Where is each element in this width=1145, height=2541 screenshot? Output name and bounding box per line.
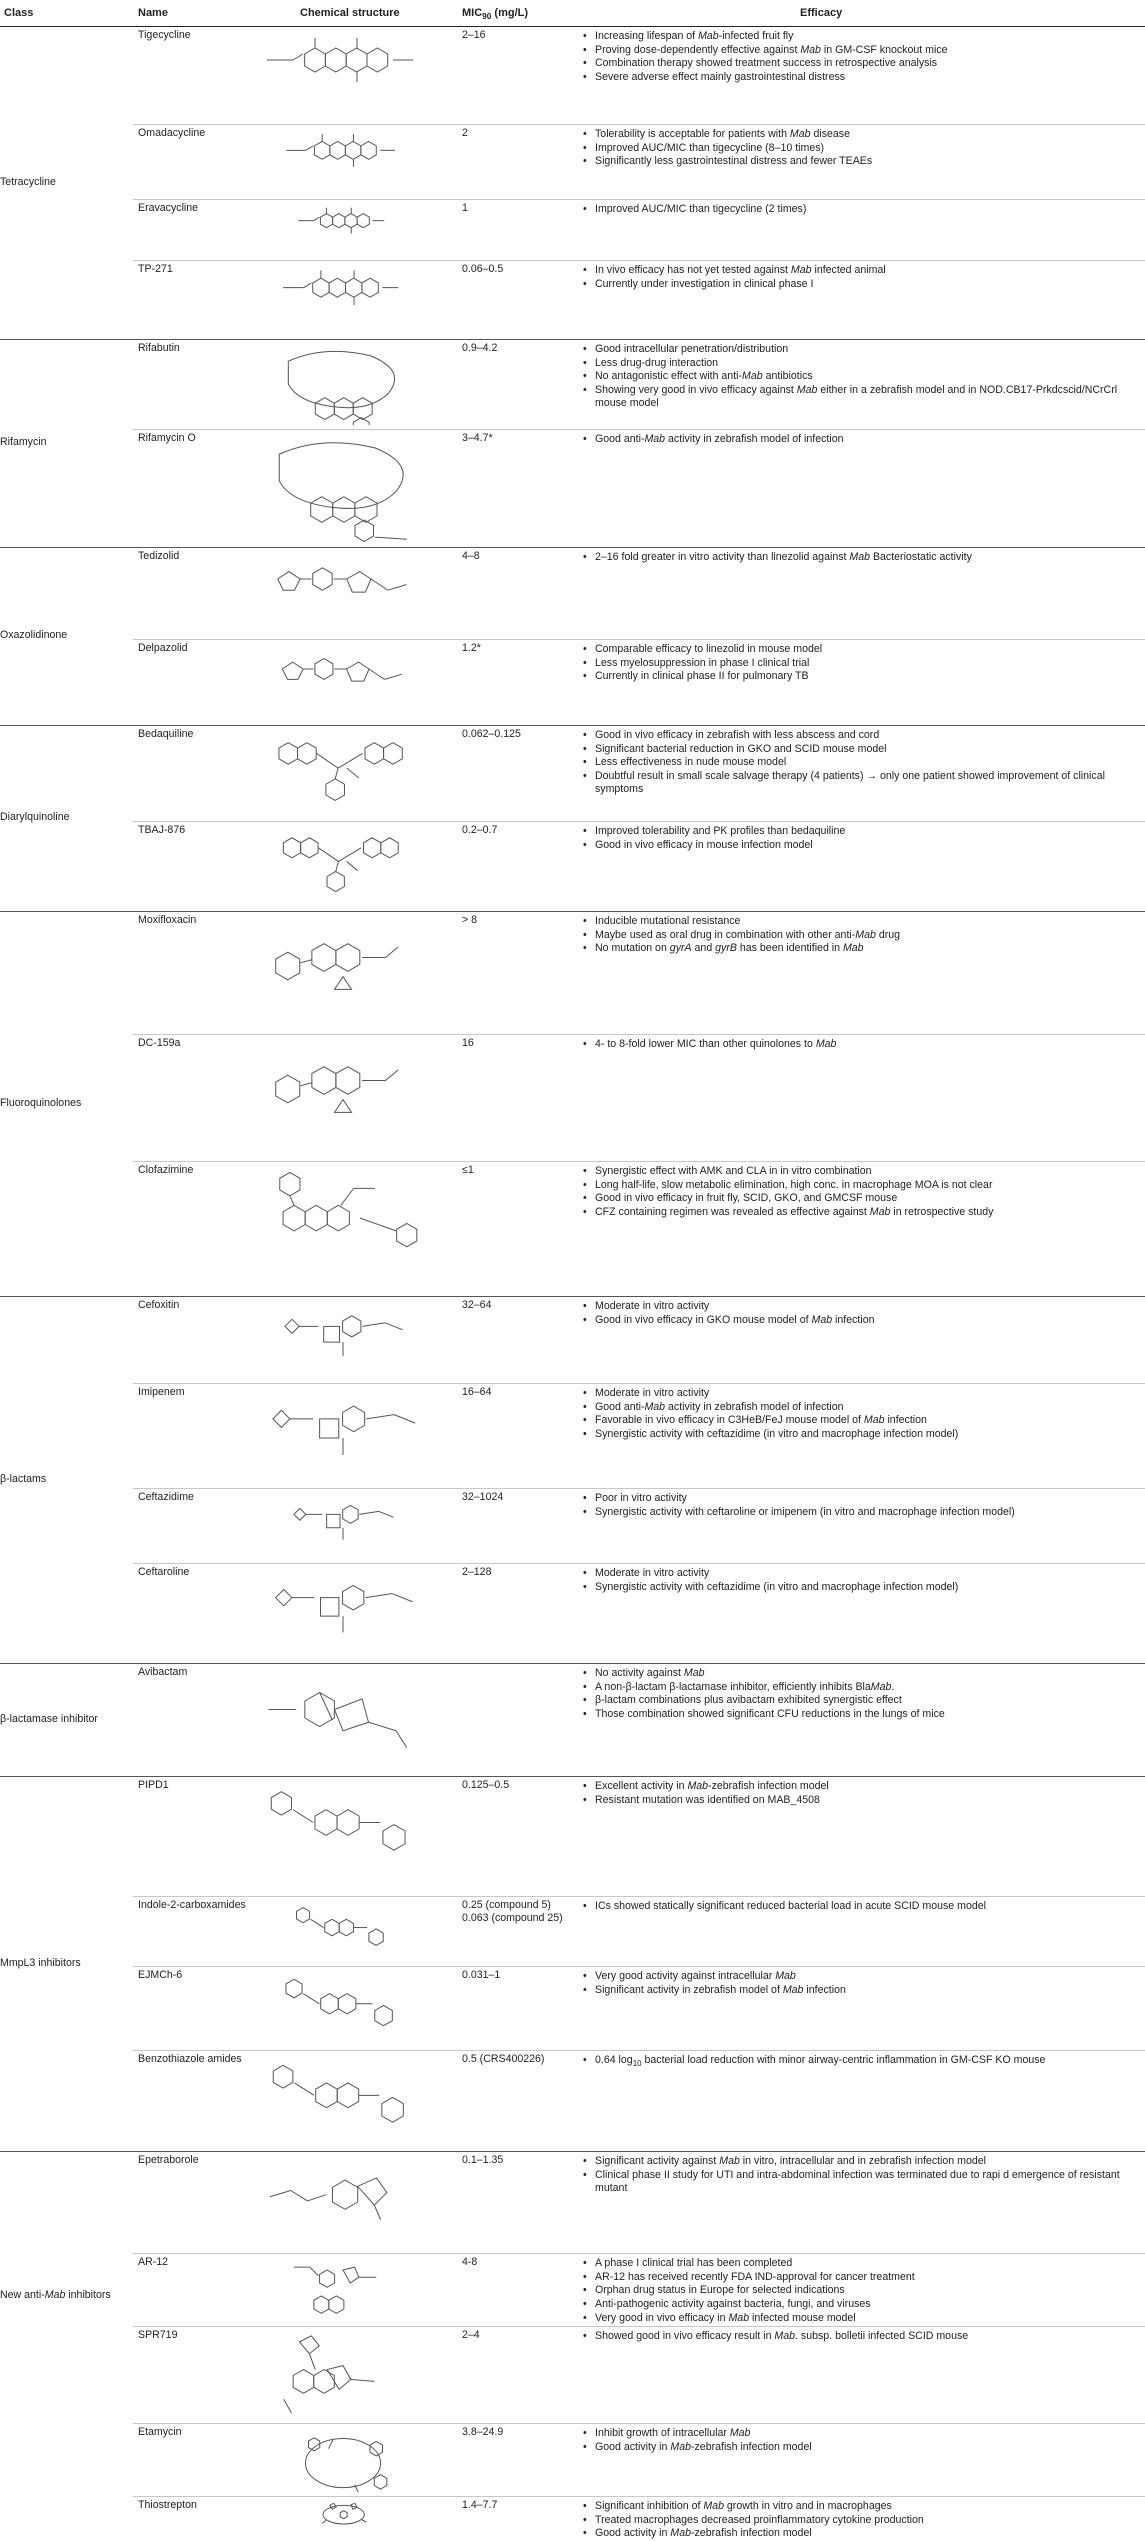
- mic-value: 3–4.7*: [462, 432, 493, 444]
- header-mic-unit: (mg/L): [491, 7, 529, 19]
- mic-value: 1: [462, 202, 468, 214]
- header-mic-label: MIC: [462, 7, 483, 19]
- tetracycline-structure-icon: [258, 203, 428, 256]
- efficacy-item: • Tolerability is acceptable for patients with Mab disease: [583, 128, 1141, 141]
- clofazimine-structure-icon: [258, 1165, 428, 1292]
- mmpl3-inhibitor-structure-icon: [258, 1780, 428, 1892]
- efficacy-list: [583, 2054, 1141, 2071]
- tetracycline-structure-icon: [258, 264, 428, 335]
- efficacy-item: • Good activity in Mab-zebrafish infection model: [583, 2441, 1141, 2454]
- beta-lactam-structure-icon: [258, 1492, 428, 1559]
- class-label: Rifamycin: [0, 436, 47, 449]
- efficacy-item: • β-lactam combinations plus avibactam exhibited synergistic effect: [583, 1694, 1141, 1707]
- mic-value: 0.9–4.2: [462, 342, 498, 354]
- cyclic-peptide-structure-icon: [258, 2427, 428, 2492]
- row-divider: [133, 2423, 1145, 2424]
- drug-name: TBAJ-876: [138, 824, 186, 836]
- row-divider: [133, 124, 1145, 125]
- mic-value: 16–64: [462, 1386, 492, 1398]
- efficacy-item: • Significantly less gastrointestinal distress and fewer TEAEs: [583, 155, 1141, 168]
- tetracycline-structure-icon: [258, 128, 428, 195]
- efficacy-item: • 4- to 8-fold lower MIC than other quinolones to Mab: [583, 1038, 1141, 1051]
- row-divider: [133, 821, 1145, 822]
- ar12-structure-icon: [258, 2257, 428, 2322]
- diarylquinoline-structure-icon: [258, 729, 428, 817]
- efficacy-item: • Poor in vitro activity: [583, 1492, 1141, 1505]
- efficacy-item: • Excellent activity in Mab-zebrafish infection model: [583, 1780, 1141, 1793]
- drug-name: Ceftazidime: [138, 1491, 194, 1503]
- row-divider: [133, 2253, 1145, 2254]
- mic-value: 0.031–1: [462, 1969, 501, 1981]
- header-efficacy: Efficacy: [800, 7, 843, 19]
- mic-value: 1.4–7.7: [462, 2499, 498, 2511]
- drug-name: Omadacycline: [138, 127, 206, 139]
- row-divider: [133, 1383, 1145, 1384]
- efficacy-item: • Good intracellular penetration/distribution: [583, 343, 1141, 356]
- fluoroquinolone-structure-icon: [258, 1038, 428, 1157]
- efficacy-item: • Maybe used as oral drug in combination with other anti-Mab drug: [583, 929, 1141, 942]
- rifamycin-structure-icon: [258, 343, 428, 425]
- efficacy-list: [583, 2500, 1141, 2541]
- drug-name: PIPD1: [138, 1779, 169, 1791]
- group-divider: [0, 1663, 1145, 1664]
- efficacy-item: • Proving dose-dependently effective against Mab in GM-CSF knockout mice: [583, 44, 1141, 57]
- efficacy-item: • Improved tolerability and PK profiles than bedaquiline: [583, 825, 1141, 838]
- drug-name: Imipenem: [138, 1386, 185, 1398]
- efficacy-list: [583, 1900, 1141, 1914]
- mic-value: 4-8: [462, 2256, 478, 2268]
- efficacy-item: • Those combination showed significant CFU reductions in the lungs of mice: [583, 1708, 1141, 1721]
- header-structure: Chemical structure: [300, 7, 400, 19]
- efficacy-item: • A non-β-lactam β-lactamase inhibitor, efficiently inhibits BlaMab.: [583, 1681, 1141, 1694]
- efficacy-list: [583, 2427, 1141, 2454]
- class-label: β-lactams: [0, 1472, 47, 1485]
- efficacy-list: [583, 343, 1141, 411]
- row-divider: [133, 1563, 1145, 1564]
- efficacy-item: • Clinical phase II study for UTI and intra-abdominal infection was terminated due to rapi d emergence of resistant mutant: [583, 2169, 1141, 2195]
- efficacy-list: [583, 2330, 1141, 2344]
- row-divider: [133, 199, 1145, 200]
- efficacy-item: • Severe adverse effect mainly gastrointestinal distress: [583, 71, 1141, 84]
- group-divider: [0, 547, 1145, 548]
- drug-name: Moxifloxacin: [138, 914, 197, 926]
- drug-name: DC-159a: [138, 1037, 181, 1049]
- efficacy-list: [583, 729, 1141, 797]
- efficacy-item: • Moderate in vitro activity: [583, 1300, 1141, 1313]
- efficacy-item: • Improved AUC/MIC than tigecycline (2 times): [583, 203, 1141, 216]
- drug-name: Etamycin: [138, 2426, 182, 2438]
- efficacy-item: • In vivo efficacy has not yet tested against Mab infected animal: [583, 264, 1141, 277]
- row-divider: [133, 1966, 1145, 1967]
- efficacy-list: [583, 30, 1141, 85]
- row-divider: [133, 2496, 1145, 2497]
- efficacy-item: • No antagonistic effect with anti-Mab antibiotics: [583, 370, 1141, 383]
- mic-value: ≤1: [462, 1164, 474, 1176]
- efficacy-item: • Synergistic activity with ceftazidime (in vitro and macrophage infection model): [583, 1428, 1141, 1441]
- beta-lactam-structure-icon: [258, 1300, 428, 1379]
- efficacy-item: • Moderate in vitro activity: [583, 1567, 1141, 1580]
- efficacy-list: [583, 643, 1141, 684]
- drug-name: Rifamycin O: [138, 432, 196, 444]
- efficacy-item: • Synergistic activity with ceftaroline or imipenem (in vitro and macrophage infection model): [583, 1506, 1141, 1519]
- oxazolidinone-structure-icon: [258, 643, 428, 721]
- efficacy-item: • Combination therapy showed treatment success in retrospective analysis: [583, 57, 1141, 70]
- efficacy-item: • 0.64 $\log_{10}$ bacterial load reduction with minor airway-centric inflammation in GM-CSF KO mouse: [583, 2054, 1141, 2070]
- efficacy-item: • Very good in vivo efficacy in Mab infected mouse model: [583, 2312, 1141, 2325]
- mic-value: 32–64: [462, 1299, 492, 1311]
- efficacy-item: • Good anti-Mab activity in zebrafish model of infection: [583, 1401, 1141, 1414]
- mic-value: 32–1024: [462, 1491, 504, 1503]
- class-label: Tetracycline: [0, 175, 56, 188]
- efficacy-item: • Comparable efficacy to linezolid in mouse model: [583, 643, 1141, 656]
- header-name: Name: [138, 7, 168, 19]
- efficacy-item: • Significant bacterial reduction in GKO and SCID mouse model: [583, 743, 1141, 756]
- efficacy-item: • Treated macrophages decreased proinflammatory cytokine production: [583, 2514, 1141, 2527]
- beta-lactam-structure-icon: [258, 1387, 428, 1484]
- row-divider: [133, 2050, 1145, 2051]
- efficacy-item: • Good in vivo efficacy in mouse infection model: [583, 839, 1141, 852]
- drug-name: Thiostrepton: [138, 2499, 197, 2511]
- efficacy-item: • Showed good in vivo efficacy result in Mab. subsp. bolletii infected SCID mouse: [583, 2330, 1141, 2343]
- efficacy-item: • Good anti-Mab activity in zebrafish model of infection: [583, 433, 1141, 446]
- efficacy-item: • Very good activity against intracellular Mab: [583, 1970, 1141, 1983]
- efficacy-item: • Good activity in Mab-zebrafish infection model: [583, 2527, 1141, 2540]
- class-label: β-lactamase inhibitor: [0, 1712, 98, 1725]
- drug-name: Indole-2-carboxamides: [138, 1899, 246, 1911]
- efficacy-item: • Good in vivo efficacy in zebrafish with less abscess and cord: [583, 729, 1141, 742]
- efficacy-list: [583, 1165, 1141, 1220]
- header-mic-subscript: 90: [482, 12, 492, 22]
- row-divider: [133, 429, 1145, 430]
- drug-name: TP-271: [138, 263, 173, 275]
- efficacy-item: • Significant inhibition of Mab growth in vitro and in macrophages: [583, 2500, 1141, 2513]
- efficacy-item: • No activity against Mab: [583, 1667, 1141, 1680]
- efficacy-item: • Increasing lifespan of Mab-infected fruit fly: [583, 30, 1141, 43]
- mic-value: > 8: [462, 914, 478, 926]
- efficacy-item: • Synergistic activity with ceftazidime (in vitro and macrophage infection model): [583, 1581, 1141, 1594]
- efficacy-item: • Anti-pathogenic activity against bacteria, fungi, and viruses: [583, 2298, 1141, 2311]
- efficacy-list: [583, 1970, 1141, 1997]
- class-label: New anti-Mab inhibitors: [0, 2289, 111, 2302]
- group-divider: [0, 1296, 1145, 1297]
- efficacy-item: • Doubtful result in small scale salvage therapy (4 patients) → only one patient showed improvement of clinical symptoms: [583, 770, 1141, 796]
- mic-value: 0.125–0.5: [462, 1779, 510, 1791]
- efficacy-item: • Significant activity in zebrafish model of Mab infection: [583, 1984, 1141, 1997]
- row-divider: [133, 1034, 1145, 1035]
- efficacy-list: [583, 264, 1141, 291]
- efficacy-list: [583, 551, 1141, 565]
- mic-value: 0.1–1.35: [462, 2154, 504, 2166]
- efficacy-list: [583, 433, 1141, 447]
- drug-name: Tigecycline: [138, 29, 191, 41]
- row-divider: [133, 1161, 1145, 1162]
- row-divider: [133, 260, 1145, 261]
- mmpl3-inhibitor-structure-icon: [258, 2054, 428, 2147]
- thiopeptide-structure-icon: [258, 2500, 428, 2530]
- efficacy-item: • Orphan drug status in Europe for selected indications: [583, 2284, 1141, 2297]
- efficacy-item: • Long half-life, slow metabolic elimination, high conc. in macrophage MOA is not clear: [583, 1179, 1141, 1192]
- drug-name: Clofazimine: [138, 1164, 194, 1176]
- efficacy-item: • Good in vivo efficacy in fruit fly, SCID, GKO, and GMCSF mouse: [583, 1192, 1141, 1205]
- mic-value: 2–4: [462, 2329, 480, 2341]
- drug-name: Cefoxitin: [138, 1299, 180, 1311]
- mic-value: 1.2*: [462, 642, 481, 654]
- efficacy-list: [583, 1667, 1141, 1722]
- efficacy-item: • Less myelosuppression in phase I clinical trial: [583, 657, 1141, 670]
- drug-name: Delpazolid: [138, 642, 188, 654]
- group-divider: [0, 2151, 1145, 2152]
- mmpl3-inhibitor-structure-icon: [258, 1970, 428, 2046]
- mic-value: 2–16: [462, 29, 486, 41]
- efficacy-item: • ICs showed statically significant reduced bacterial load in acute SCID mouse model: [583, 1900, 1141, 1913]
- row-divider: [133, 1896, 1145, 1897]
- efficacy-list: [583, 1780, 1141, 1807]
- efficacy-list: [583, 203, 1141, 217]
- group-divider: [0, 911, 1145, 912]
- efficacy-list: [583, 825, 1141, 852]
- efficacy-list: [583, 1567, 1141, 1594]
- mic-value: 16: [462, 1037, 474, 1049]
- efficacy-item: • Less effectiveness in nude mouse model: [583, 756, 1141, 769]
- drug-name: Eravacycline: [138, 202, 199, 214]
- efficacy-item: • Resistant mutation was identified on MAB_4508: [583, 1794, 1141, 1807]
- benzimidazole-structure-icon: [258, 2330, 428, 2419]
- efficacy-item: • 2–16 fold greater in vitro activity than linezolid against Mab Bacteriostatic activity: [583, 551, 1141, 564]
- efficacy-item: • A phase I clinical trial has been completed: [583, 2257, 1141, 2270]
- mic-value: 2–128: [462, 1566, 492, 1578]
- mmpl3-inhibitor-structure-icon: [258, 1900, 428, 1962]
- drug-name: Tedizolid: [138, 550, 180, 562]
- row-divider: [133, 639, 1145, 640]
- drug-name: Benzothiazole amides: [138, 2053, 242, 2065]
- class-label: Fluoroquinolones: [0, 1096, 82, 1109]
- efficacy-item: • Currently in clinical phase II for pulmonary TB: [583, 670, 1141, 683]
- efficacy-item: • CFZ containing regimen was revealed as effective against Mab in retrospective study: [583, 1206, 1141, 1219]
- efficacy-list: [583, 915, 1141, 956]
- mic-value: 2: [462, 127, 468, 139]
- mic-value: 3.8–24.9: [462, 2426, 504, 2438]
- rifamycin-structure-icon: [258, 433, 428, 543]
- efficacy-item: • Good in vivo efficacy in GKO mouse model of Mab infection: [583, 1314, 1141, 1327]
- benzoxaborole-structure-icon: [258, 2155, 428, 2249]
- efficacy-item: • Favorable in vivo efficacy in C3HeB/FeJ mouse model of Mab infection: [583, 1414, 1141, 1427]
- drug-name: AR-12: [138, 2256, 169, 2268]
- drug-name: Ceftaroline: [138, 1566, 190, 1578]
- mic-value: 0.25 (compound 5) 0.063 (compound 25): [462, 1899, 563, 1925]
- beta-lactam-structure-icon: [258, 1567, 428, 1659]
- group-divider: [0, 339, 1145, 340]
- efficacy-item: • Synergistic effect with AMK and CLA in in vitro combination: [583, 1165, 1141, 1178]
- header-mic: [462, 0, 528, 26]
- efficacy-list: [583, 1300, 1141, 1327]
- efficacy-item: • Inducible mutational resistance: [583, 915, 1141, 928]
- group-divider: [0, 1776, 1145, 1777]
- group-divider: [0, 725, 1145, 726]
- header-class: Class: [4, 7, 34, 19]
- mic-value: 0.5 (CRS400226): [462, 2053, 545, 2065]
- drug-name: Bedaquiline: [138, 728, 194, 740]
- row-divider: [133, 1488, 1145, 1489]
- class-label: Oxazolidinone: [0, 629, 68, 642]
- efficacy-item: • AR-12 has received recently FDA IND-approval for cancer treatment: [583, 2271, 1141, 2284]
- efficacy-item: • Moderate in vitro activity: [583, 1387, 1141, 1400]
- drug-name: Avibactam: [138, 1666, 188, 1678]
- mic-value: 0.062–0.125: [462, 728, 521, 740]
- drug-name: SPR719: [138, 2329, 178, 2341]
- drug-name: EJMCh-6: [138, 1969, 183, 1981]
- mic-value: 4–8: [462, 550, 480, 562]
- class-label: MmpL3 inhibitors: [0, 1956, 81, 1969]
- efficacy-list: [583, 2155, 1141, 2196]
- efficacy-item: • Inhibit growth of intracellular Mab: [583, 2427, 1141, 2440]
- efficacy-item: • Currently under investigation in clinical phase I: [583, 278, 1141, 291]
- efficacy-list: [583, 1387, 1141, 1442]
- drug-name: Rifabutin: [138, 342, 180, 354]
- diarylquinoline-structure-icon: [258, 825, 428, 907]
- efficacy-item: • Less drug-drug interaction: [583, 357, 1141, 370]
- efficacy-list: [583, 1038, 1141, 1052]
- tetracycline-structure-icon: [258, 30, 428, 120]
- efficacy-list: [583, 1492, 1141, 1519]
- efficacy-item: • No mutation on gyrA and gyrB has been identified in Mab: [583, 942, 1141, 955]
- row-divider: [133, 2326, 1145, 2327]
- efficacy-item: • Improved AUC/MIC than tigecycline (8–10 times): [583, 142, 1141, 155]
- avibactam-structure-icon: [258, 1667, 428, 1772]
- efficacy-item: • Showing very good in vivo efficacy against Mab either in a zebrafish model and in NOD.CB17-Prkdcscid/NCrCrl mouse model: [583, 384, 1141, 410]
- efficacy-list: [583, 2257, 1141, 2326]
- efficacy-list: [583, 128, 1141, 169]
- mic-value: 0.06–0.5: [462, 263, 504, 275]
- efficacy-item: • Significant activity against Mab in vitro, intracellular and in zebrafish infection model: [583, 2155, 1141, 2168]
- class-label: Diarylquinoline: [0, 811, 70, 824]
- fluoroquinolone-structure-icon: [258, 915, 428, 1030]
- header-rule: [0, 26, 1145, 27]
- mic-value: 0.2–0.7: [462, 824, 498, 836]
- oxazolidinone-structure-icon: [258, 551, 428, 635]
- drug-name: Epetraborole: [138, 2154, 199, 2166]
